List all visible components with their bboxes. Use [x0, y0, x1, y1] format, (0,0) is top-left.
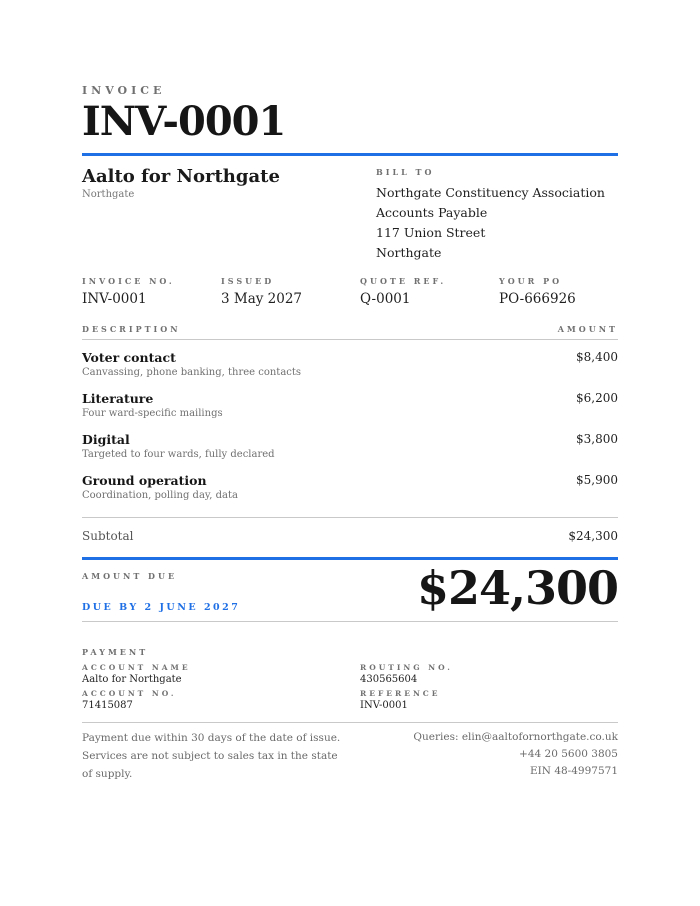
invoice-title: INV-0001 [82, 98, 286, 145]
meta-value: 3 May 2027 [221, 291, 303, 307]
tax-id: EIN 48-4997571 [529, 765, 618, 777]
meta-label: QUOTE REF. [360, 276, 447, 286]
table-header-divider [82, 339, 618, 340]
payment-account-name [82, 663, 191, 685]
line-item-amount: $6,200 [576, 391, 618, 405]
contact-block [344, 729, 618, 780]
contact-phone: +44 20 5600 3805 [519, 748, 618, 760]
amount-due-label: AMOUNT DUE [82, 571, 178, 581]
payment-reference [360, 689, 440, 711]
line-item-amount: $5,900 [576, 473, 618, 487]
contact-email: Queries: elin@aaltofornorthgate.co.uk [413, 731, 618, 743]
subtotal-value: $24,300 [568, 529, 618, 543]
line-item-description: Canvassing, phone banking, three contacts [82, 367, 302, 378]
line-item-amount: $3,800 [576, 432, 618, 446]
meta-value: Q-0001 [360, 291, 411, 307]
payment-terms: Payment due within 30 days of the date of issue. Services are not subject to sales tax in the state of supply. [82, 732, 341, 780]
bill-to-line: Northgate [376, 245, 442, 260]
payment-heading: PAYMENT [82, 647, 149, 657]
meta-your-po [499, 276, 576, 307]
payment-routing-no [360, 663, 453, 685]
line-item [82, 391, 618, 419]
payment-field-label: ACCOUNT NO. [82, 689, 177, 698]
meta-value: PO-666926 [499, 291, 576, 307]
meta-issued [221, 276, 302, 307]
invoice-eyebrow: INVOICE [82, 84, 166, 97]
meta-value: INV-0001 [82, 291, 147, 307]
amount-due-divider [82, 557, 618, 560]
meta-label: ISSUED [221, 276, 275, 286]
payment-account-no [82, 689, 176, 711]
line-item-name: Voter contact [82, 350, 176, 365]
line-item-name: Literature [82, 391, 154, 406]
line-item [82, 473, 618, 501]
meta-invoice-no [82, 276, 175, 307]
subtotal-label: Subtotal [82, 529, 134, 543]
bill-to-block [376, 167, 618, 263]
payment-field-value: 71415087 [82, 700, 133, 711]
payment-field-label: REFERENCE [360, 689, 441, 698]
payment-field-value: 430565604 [360, 674, 418, 685]
payment-field-value: INV-0001 [360, 700, 408, 711]
bill-to-line: Accounts Payable [376, 205, 488, 220]
line-item-amount: $8,400 [576, 350, 618, 364]
line-item-description: Four ward-specific mailings [82, 408, 223, 419]
meta-label: INVOICE NO. [82, 276, 175, 286]
line-item-description: Coordination, polling day, data [82, 490, 238, 501]
column-header-description: DESCRIPTION [82, 324, 181, 334]
line-item-name: Ground operation [82, 473, 207, 488]
bill-to-label: BILL TO [376, 167, 435, 177]
footer-divider [82, 722, 618, 723]
bill-to-line: Northgate Constituency Association [376, 185, 605, 200]
payment-field-value: Aalto for Northgate [82, 674, 182, 685]
due-date: DUE BY 2 JUNE 2027 [82, 602, 241, 613]
payment-divider [82, 621, 618, 622]
line-item [82, 350, 618, 378]
column-header-amount: AMOUNT [557, 324, 618, 334]
amount-due-value: $24,300 [416, 561, 618, 615]
vendor-location: Northgate [82, 189, 135, 200]
line-item-description: Targeted to four wards, fully declared [82, 449, 275, 460]
payment-field-label: ACCOUNT NAME [82, 663, 191, 672]
payment-field-label: ROUTING NO. [360, 663, 453, 672]
line-item [82, 432, 618, 460]
vendor-name: Aalto for Northgate [82, 166, 280, 187]
meta-label: YOUR PO [499, 276, 563, 286]
header-divider [82, 153, 618, 156]
subtotal-divider [82, 517, 618, 518]
meta-quote-ref [360, 276, 446, 307]
bill-to-line: 117 Union Street [376, 225, 486, 240]
line-item-name: Digital [82, 432, 130, 447]
